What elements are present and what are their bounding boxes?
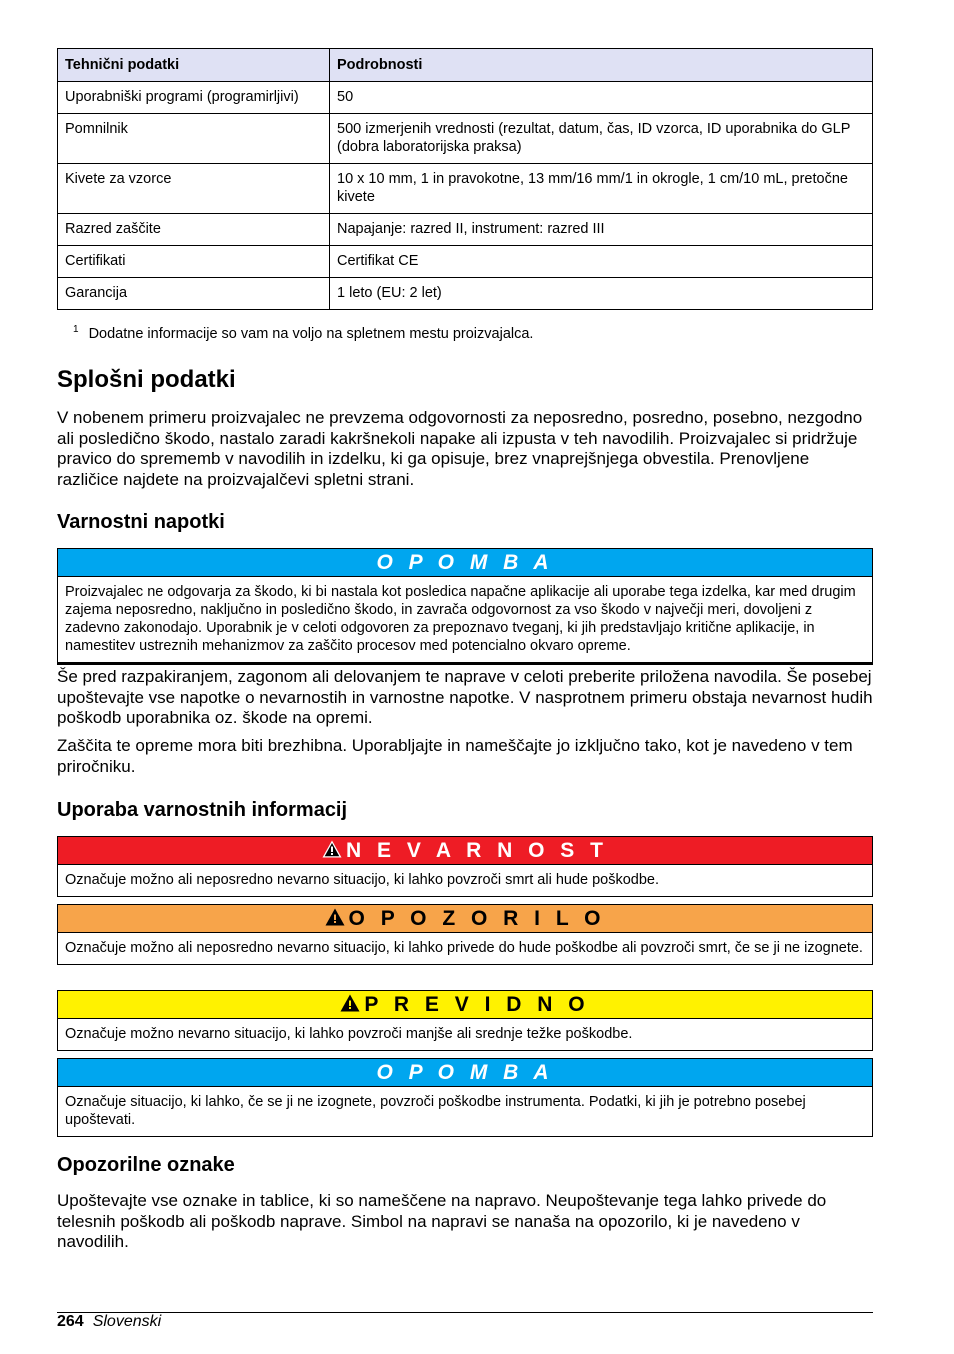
note-callout-usage [57, 1058, 873, 1137]
table-cell: Certifikati [58, 246, 330, 278]
note-text: Označuje situacijo, ki lahko, če se ji ne izognete, povzroči poškodbe instrumenta. Podatki, ki jih je potrebno posebej upoštevati. [65, 1094, 806, 1128]
section-title-general: Splošni podatki [57, 366, 236, 393]
section-title-safety: Varnostni napotki [57, 511, 225, 533]
labels-paragraph: Upoštevajte vse oznake in tablice, ki so nameščene na napravo. Neupoštevanje tega lahko privede do telesnih poškodb ali poškodb naprave. Simbol na napravi se nanaša na opozorilo, ki je navedeno v navodilih. [57, 1191, 827, 1251]
footnote-marker: 1 [73, 324, 79, 335]
footer-language: Slovenski [92, 1313, 162, 1330]
table-header-cell: Tehnični podatki [58, 49, 330, 82]
note-label: O P O M B A [58, 549, 872, 577]
note-label: O P O M B A [58, 1059, 872, 1087]
table-cell: Kivete za vzorce [58, 164, 330, 214]
warning-label: O P O Z O R I L O [348, 907, 606, 930]
footer-divider [57, 1312, 873, 1313]
table-row [58, 246, 873, 278]
general-paragraph: V nobenem primeru proizvajalec ne prevzema odgovornosti za neposredno, posredno, posebno, nezgodno ali posledično škodo, nastalo zaradi kakršnekoli napake ali izpusta v teh navodilih. Proizvajalec si pridržuje pravico do sprememb v navodilih in izdelku, ki ga opisuje, brez vnaprejšnjega obvestila. Prenovljene različice najdete na proizvajalčevi spletni strani. [57, 408, 863, 489]
caution-callout [57, 990, 873, 1051]
table-row [58, 214, 873, 246]
danger-callout [57, 836, 873, 897]
table-cell: 1 leto (EU: 2 let) [330, 278, 873, 310]
safety-paragraph-2: Zaščita te opreme mora biti brezhibna. Uporabljajte in nameščajte jo izključno tako, kot je navedeno v tem priročniku. [57, 736, 853, 776]
table-cell: Uporabniški programi (programirljivi) [58, 82, 330, 114]
table-cell: 50 [330, 82, 873, 114]
note-text: Proizvajalec ne odgovarja za škodo, ki bi nastala kot posledica napačne aplikacije ali uporabe tega izdelka, kar med drugim zajema neposredno, naključno in posledično škodo, in zavrača odgovornost za vso škodo v največji meri, dovoljeni z zadevno zakonodajo. Uporabnik je v celoti odgovoren za prepoznavo tveganj, ki jih predstavljajo kritične aplikacije, in namestitev ustreznih mehanizmov za zaščito procesov med potencialno okvaro opreme. [58, 577, 872, 664]
page-number: 264 [57, 1313, 84, 1330]
table-row [58, 164, 873, 214]
section-title-labels: Opozorilne oznake [57, 1154, 235, 1176]
danger-label: N E V A R N O S T [346, 839, 608, 862]
table-cell: Garancija [58, 278, 330, 310]
warning-text: Označuje možno ali neposredno nevarno situacijo, ki lahko privede do hude poškodbe ali povzroči smrt, če se ji ne izognete. [65, 940, 863, 956]
specifications-table [57, 48, 873, 310]
danger-header [58, 837, 872, 865]
danger-text: Označuje možno ali neposredno nevarno situacijo, ki lahko povzroči smrt ali hude poškodbe. [65, 872, 660, 888]
table-cell: Certifikat CE [330, 246, 873, 278]
note-callout-safety [57, 548, 873, 665]
section-title-usage: Uporaba varnostnih informacij [57, 799, 348, 821]
safety-paragraph-1: Še pred razpakiranjem, zagonom ali delovanjem te naprave v celoti preberite priložena navodila. Še posebej upoštevajte vse napotke o nevarnostih in varnostne napotke. V nasprotnem primeru obstaja nevarnost hudih poškodb uporabnika oz. škode na opremi. [57, 667, 873, 727]
warning-triangle-icon [325, 908, 345, 926]
caution-text: Označuje možno nevarno situacijo, ki lahko povzroči manjše ali srednje težke poškodbe. [65, 1026, 633, 1042]
table-row [58, 114, 873, 164]
table-cell: Razred zaščite [58, 214, 330, 246]
table-cell: 500 izmerjenih vrednosti (rezultat, datum, čas, ID vzorca, ID uporabnika do GLP (dobra laboratorijska praksa) [330, 114, 873, 164]
warning-triangle-icon [322, 840, 342, 858]
caution-label: P R E V I D N O [364, 993, 590, 1016]
footnote-text: Dodatne informacije so vam na voljo na spletnem mestu proizvajalca. [88, 326, 534, 342]
warning-header [58, 905, 872, 933]
page-footer [57, 1313, 161, 1331]
table-cell: Napajanje: razred II, instrument: razred III [330, 214, 873, 246]
table-footnote [57, 325, 533, 345]
caution-header [58, 991, 872, 1019]
warning-triangle-icon [340, 994, 360, 1012]
table-cell: Pomnilnik [58, 114, 330, 164]
table-row [58, 82, 873, 114]
warning-callout [57, 904, 873, 965]
table-header-cell: Podrobnosti [330, 49, 873, 82]
table-header-row [58, 49, 873, 82]
table-cell: 10 x 10 mm, 1 in pravokotne, 13 mm/16 mm/1 in okrogle, 1 cm/10 mL, pretočne kivete [330, 164, 873, 214]
table-row [58, 278, 873, 310]
